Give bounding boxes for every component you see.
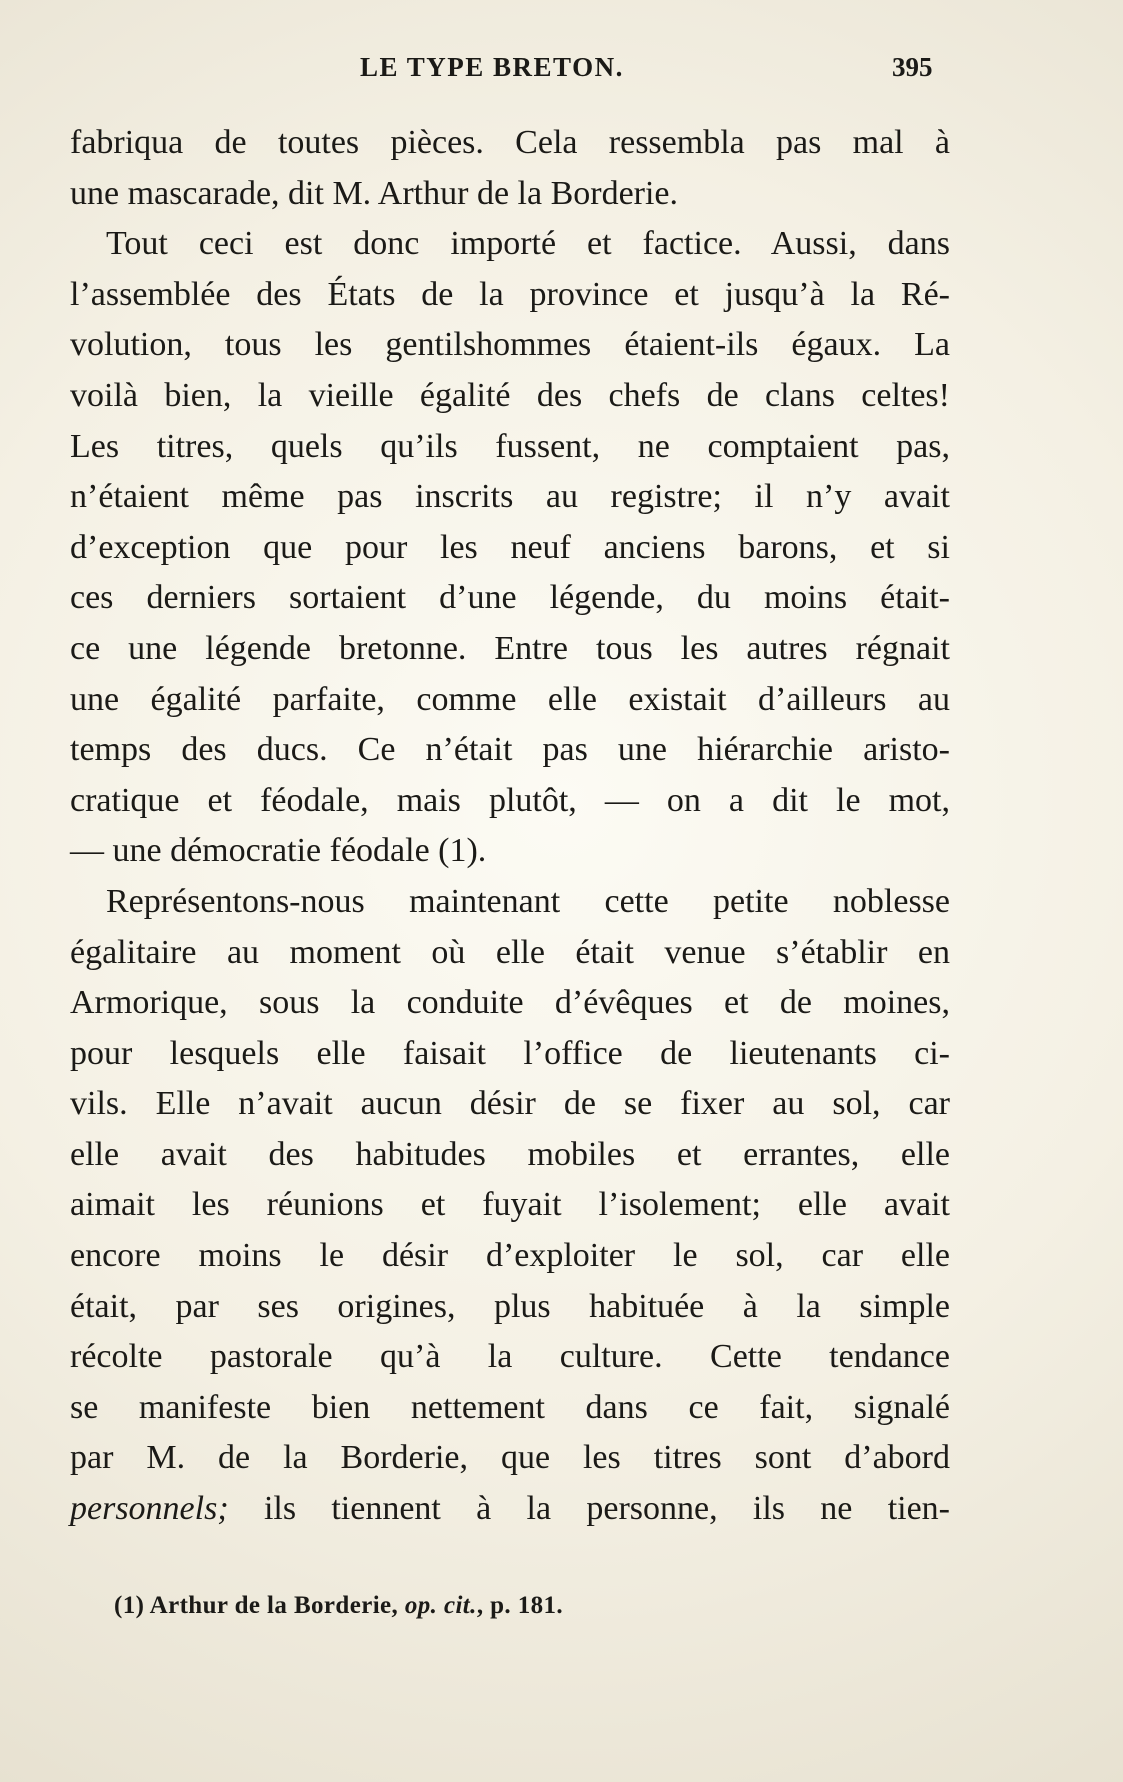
- text-line: Tout ceci est donc importé et factice. Aussi, dans: [106, 225, 950, 263]
- footnote-suffix: , p. 181.: [476, 1592, 564, 1619]
- body-text: [70, 118, 950, 1535]
- text-line: ce une légende bretonne. Entre tous les autres régnait: [70, 629, 950, 667]
- footnote: [114, 1592, 563, 1620]
- text-line: n’étaient même pas inscrits au registre; il n’y avait: [70, 478, 950, 516]
- text-line: d’exception que pour les neuf anciens barons, et si: [70, 528, 950, 566]
- text-line: aimait les réunions et fuyait l’isolement; elle avait: [70, 1186, 950, 1224]
- text-line: était, par ses origines, plus habituée à la simple: [70, 1287, 950, 1325]
- text-line: pour lesquels elle faisait l’office de lieutenants ci-: [70, 1034, 950, 1072]
- text-line: fabriqua de toutes pièces. Cela ressembla pas mal à: [70, 124, 950, 161]
- italic-word: personnels;: [70, 1490, 229, 1528]
- footnote-italic: op. cit.: [404, 1592, 477, 1619]
- text-line: vils. Elle n’avait aucun désir de se fixer au sol, car: [70, 1085, 950, 1123]
- running-head: LE TYPE BRETON.: [360, 52, 624, 82]
- text-line: temps des ducs. Ce n’était pas une hiérarchie aristo-: [70, 731, 950, 769]
- text-line: — une démocratie féodale (1).: [70, 832, 487, 870]
- text-line: se manifeste bien nettement dans ce fait, signalé: [70, 1388, 950, 1426]
- text-line-last: [70, 1484, 950, 1535]
- text-line: cratique et féodale, mais plutôt, — on a dit le mot,: [70, 781, 950, 819]
- text-line: récolte pastorale qu’à la culture. Cette tendance: [70, 1338, 950, 1376]
- text-line: volution, tous les gentilshommes étaient-ils égaux. La: [70, 326, 950, 364]
- text-line: une égalité parfaite, comme elle existait d’ailleurs au: [70, 680, 950, 718]
- text-line: par M. de la Borderie, que les titres sont d’abord: [70, 1439, 950, 1477]
- text-line: Armorique, sous la conduite d’évêques et de moines,: [70, 984, 950, 1022]
- page-header: [0, 52, 1123, 92]
- text-line: elle avait des habitudes mobiles et errantes, elle: [70, 1135, 950, 1173]
- text-line: voilà bien, la vieille égalité des chefs de clans celtes!: [70, 376, 950, 414]
- text-line: Les titres, quels qu’ils fussent, ne comptaient pas,: [70, 427, 950, 465]
- text-line-rest: ils tiennent à la personne, ils ne tien-: [228, 1490, 950, 1528]
- text-line: une mascarade, dit M. Arthur de la Borderie.: [70, 174, 679, 212]
- text-line: encore moins le désir d’exploiter le sol, car elle: [70, 1237, 950, 1275]
- text-line: égalitaire au moment où elle était venue s’établir en: [70, 933, 950, 971]
- footnote-prefix: (1) Arthur de la Borderie,: [114, 1592, 405, 1619]
- page-number: 395: [892, 52, 933, 82]
- text-line: Représentons-nous maintenant cette petite noblesse: [106, 882, 950, 920]
- text-line: ces derniers sortaient d’une légende, du moins était-: [70, 579, 950, 617]
- text-line: l’assemblée des États de la province et jusqu’à la Ré-: [70, 275, 950, 313]
